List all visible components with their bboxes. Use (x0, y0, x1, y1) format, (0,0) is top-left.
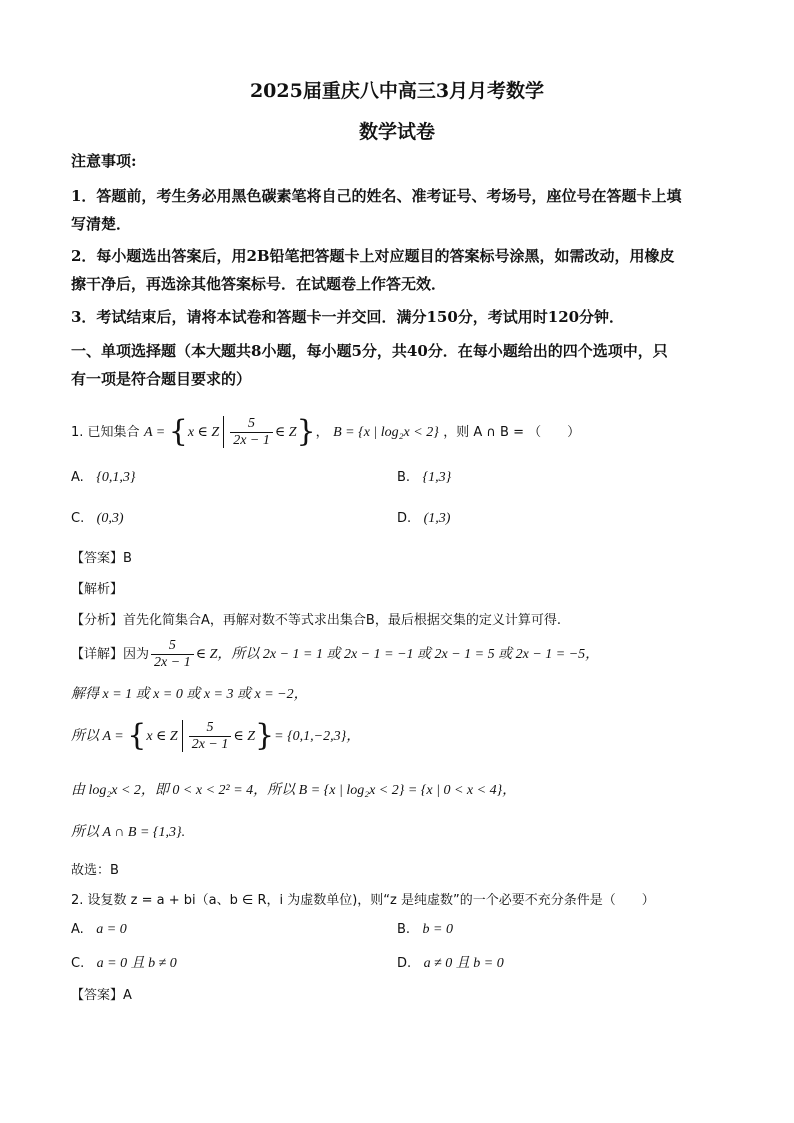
right-brace-icon: } (255, 718, 275, 753)
q1-setB: B = {x | log₂x < 2} (333, 425, 439, 440)
q2-answer-value: A (123, 988, 132, 1003)
q2-option-d-value: a ≠ 0 且 b = 0 (423, 956, 504, 971)
section-heading-1: 一、单项选择题（本大题共8小题，每小题5分，共40分．在每小题给出的四个选项中，只 (71, 342, 668, 360)
q1-choose: 故选：B (71, 863, 119, 878)
set-bar-icon (182, 720, 183, 752)
q1-fenxi (71, 609, 561, 628)
q1-analysis-tag (71, 578, 123, 597)
q1-detail (71, 636, 599, 672)
q1-detail-post: ∈ Z，所以 2x − 1 = 1 或 2x − 1 = −1 或 2x − 1 = 5 或 2x − 1 = −5， (195, 647, 600, 662)
q1-frac-den: 2x − 1 (233, 432, 270, 448)
q1-so-in: ∈ Z (233, 729, 256, 744)
q2-option-c-label: C. (71, 956, 85, 971)
notice-item-2a: 2．每小题选出答案后，用2B铅笔把答题卡上对应题目的答案标号涂黑，如需改动，用橡皮 (71, 247, 675, 265)
q1-option-d (397, 510, 450, 527)
q1-option-d-label: D. (397, 511, 412, 526)
q2-option-c-value: a = 0 且 b ≠ 0 (96, 956, 177, 971)
q1-option-a (71, 469, 135, 486)
q1-setA-result (71, 716, 360, 756)
q1-answer-value: B (123, 551, 132, 566)
q1-frac-num: 5 (230, 416, 273, 433)
q1-intersect-line: 所以 A ∩ B = {1,3}. (71, 825, 186, 840)
notice-item-2b: 擦干净后，再选涂其他答案标号．在试题卷上作答无效． (71, 275, 447, 293)
q1-log-line: 由 log₂x < 2，即 0 < x < 2² = 4，所以 B = {x | log₂x < 2} = {x | 0 < x < 4}， (71, 783, 517, 798)
q1-analysis-label: 【解析】 (71, 582, 124, 597)
q1-comma: ， (315, 425, 329, 440)
q2-option-b-value: b = 0 (422, 922, 453, 937)
q1-detail-frac-num: 5 (151, 638, 194, 655)
q2-option-d (397, 952, 504, 972)
exam-title: 2025届重庆八中高三3月月考数学 (249, 80, 545, 102)
q1-option-c-label: C. (71, 511, 85, 526)
q1-option-c (71, 510, 124, 527)
q2-answer (71, 984, 132, 1003)
q2-option-d-label: D. (397, 956, 412, 971)
q2-option-c (71, 952, 177, 972)
q1-option-b-label: B. (397, 470, 411, 485)
q1-option-d-value: (1,3) (423, 511, 451, 526)
q1-detail-pre: 因为 (123, 647, 150, 662)
q1-setA-left: A = (144, 425, 169, 440)
q1-option-a-label: A. (71, 470, 84, 485)
exam-subtitle: 数学试卷 (358, 121, 435, 143)
q2-stem: 2. 设复数 z = a + bi（a、b ∈ R，i 为虚数单位)，则“z 是纯虚数”的一个必要不充分条件是（ ） (71, 893, 655, 908)
q1-answer-tag: 【答案】 (71, 551, 124, 566)
q1-stem (71, 412, 580, 452)
q1-option-a-value: {0,1,3} (96, 470, 136, 485)
q1-in-z: ∈ Z (274, 425, 297, 440)
q2-option-a (71, 921, 127, 938)
q1-so-elem: x ∈ Z (146, 729, 178, 744)
right-brace-icon: } (296, 414, 316, 449)
q1-detail-fraction (151, 638, 194, 671)
notice-item-1a: 1．答题前，考生务必用黑色碳素笔将自己的姓名、准考证号、考场号，座位号在答题卡上填 (71, 187, 682, 205)
q2-option-a-value: a = 0 (96, 922, 127, 937)
notice-item-1b: 写清楚． (71, 215, 132, 233)
q1-fenxi-text: 首先化简集合A，再解对数不等式求出集合B，最后根据交集的定义计算可得. (123, 613, 561, 628)
q1-solve-line: 解得 x = 1 或 x = 0 或 x = 3 或 x = −2， (71, 687, 308, 702)
q2-option-b-label: B. (397, 922, 411, 937)
q1-detail-frac-den: 2x − 1 (154, 654, 191, 670)
q1-so-pre: 所以 A = (71, 729, 128, 744)
q1-answer (71, 547, 132, 566)
q1-fenxi-tag: 【分析】 (71, 613, 124, 628)
left-brace-icon: { (127, 718, 147, 753)
q1-setA-elem: x ∈ Z (187, 425, 220, 440)
q1-option-b-value: {1,3} (422, 470, 452, 485)
q1-so-fraction (189, 720, 232, 753)
q1-so-post: = {0,1,−2,3}， (274, 729, 361, 744)
section-heading-2: 有一项是符合题目要求的） (71, 370, 252, 388)
notice-item-3: 3．考试结束后，请将本试卷和答题卡一并交回．满分150分，考试用时120分钟． (71, 308, 625, 326)
q1-prefix: 1. 已知集合 (71, 425, 140, 440)
q2-option-b (397, 921, 453, 938)
q1-so-frac-den: 2x − 1 (191, 736, 229, 752)
q1-option-b (397, 469, 451, 486)
q2-option-a-label: A. (71, 922, 84, 937)
q1-ask: ，则 A ∩ B = （ ） (443, 425, 581, 440)
q2-answer-tag: 【答案】 (71, 988, 124, 1003)
q1-fraction (230, 416, 273, 449)
notice-heading: 注意事项: (71, 152, 137, 170)
q1-detail-tag: 【详解】 (71, 647, 124, 662)
set-bar-icon (223, 416, 224, 448)
q1-so-frac-num: 5 (189, 720, 232, 737)
left-brace-icon: { (168, 414, 188, 449)
q1-option-c-value: (0,3) (96, 511, 124, 526)
